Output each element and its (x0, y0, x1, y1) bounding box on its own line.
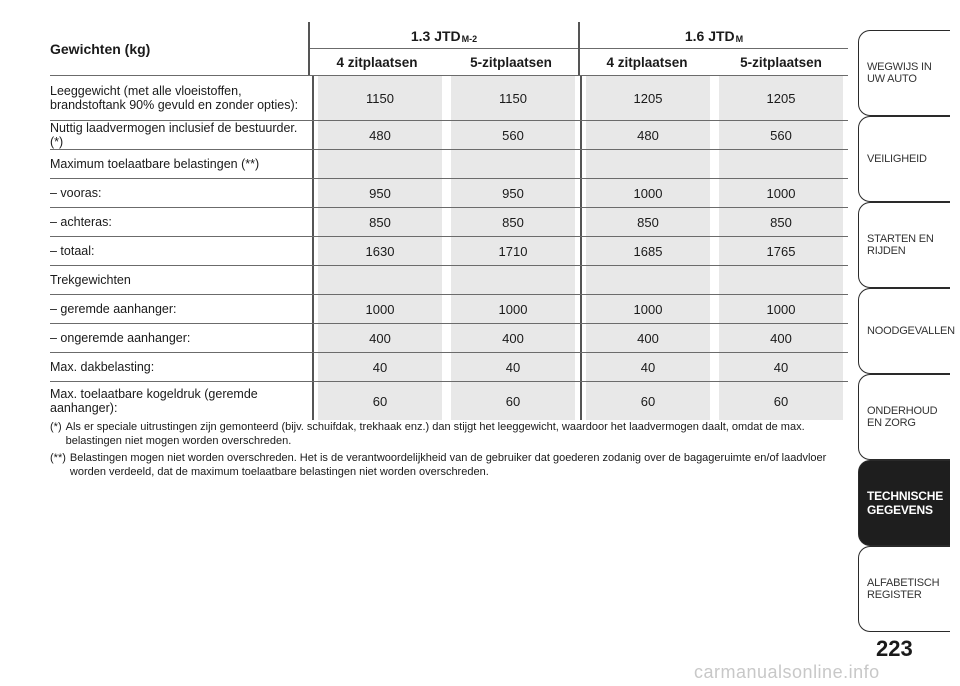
table-row (50, 265, 848, 294)
cell-value (451, 150, 575, 178)
watermark: carmanualsonline.info (694, 662, 880, 682)
group-title-1 (310, 22, 578, 48)
table-cell (446, 76, 580, 120)
table-cell (714, 237, 848, 265)
table-cell (312, 208, 446, 236)
group-sub-1: M-2 (461, 34, 478, 44)
cell-value: 40 (318, 353, 442, 381)
cell-value (719, 150, 843, 178)
cell-value: 850 (451, 208, 575, 236)
table-cell (446, 353, 580, 381)
table-cell (580, 121, 714, 149)
table-cell (312, 324, 446, 352)
table-cell (580, 237, 714, 265)
cell-value: 1710 (451, 237, 575, 265)
table-cell (446, 237, 580, 265)
cell-value: 1000 (586, 295, 710, 323)
cell-value: 1205 (719, 76, 843, 120)
column-header: 4 zitplaatsen (336, 54, 418, 70)
group-title-2 (580, 22, 848, 48)
cell-value: 1765 (719, 237, 843, 265)
cell-value: 400 (719, 324, 843, 352)
cell-value: 60 (318, 382, 442, 420)
tab-chapter[interactable] (858, 460, 950, 546)
cell-value: 1000 (586, 179, 710, 207)
cell-value: 1150 (318, 76, 442, 120)
row-label: Leeggewicht (met alle vloeistoffen, brandstoftank 90% gevuld en zonder opties): (50, 84, 299, 112)
table-cell (714, 324, 848, 352)
cell-value: 60 (451, 382, 575, 420)
table-body (50, 75, 848, 420)
table-row (50, 294, 848, 323)
group-header-2 (578, 22, 848, 75)
table-cell (312, 295, 446, 323)
table-cell (714, 76, 848, 120)
row-label: Max. dakbelasting: (50, 360, 155, 374)
weights-table (50, 22, 848, 420)
tab-label: ONDERHOUD EN ZORG (867, 405, 938, 429)
table-cell (312, 382, 446, 420)
footnote-1 (50, 420, 850, 448)
table-row (50, 207, 848, 236)
row-label: Max. toelaatbare kogeldruk (geremde aanhanger): (50, 387, 258, 415)
cell-value: 400 (451, 324, 575, 352)
table-cell (714, 208, 848, 236)
tab-label: NOODGEVALLEN (867, 325, 955, 337)
page-number: 223 (876, 636, 913, 661)
row-label: – achteras: (50, 215, 112, 229)
cell-value: 1000 (451, 295, 575, 323)
table-cell (446, 295, 580, 323)
footnote-text: Als er speciale uitrustingen zijn gemonteerd (bijv. schuifdak, trekhaak enz.) dan stijgt het leeggewicht, waardoor het laadvermogen daalt, omdat de max. belastingen niet mogen worden overschreden. (65, 421, 805, 447)
tab-label: VEILIGHEID (867, 153, 927, 165)
row-label: – vooras: (50, 186, 102, 200)
table-cell (446, 266, 580, 294)
cell-value (719, 266, 843, 294)
table-cell (446, 324, 580, 352)
tab-chapter[interactable] (858, 202, 950, 288)
table-cell (312, 237, 446, 265)
table-cell (580, 324, 714, 352)
table-row (50, 352, 848, 381)
table-row (50, 236, 848, 265)
table-row (50, 120, 848, 149)
group-sub-2: M (735, 34, 744, 44)
footnotes (50, 420, 850, 482)
cell-value: 400 (586, 324, 710, 352)
footnote-mark: (**) (50, 452, 66, 464)
footnote-2 (50, 451, 850, 479)
cell-value: 480 (586, 121, 710, 149)
cell-value (318, 266, 442, 294)
cell-value: 950 (451, 179, 575, 207)
table-cell (580, 150, 714, 178)
table-cell (714, 295, 848, 323)
tab-chapter[interactable] (858, 288, 955, 374)
table-cell (312, 121, 446, 149)
cell-value: 60 (586, 382, 710, 420)
column-header: 5-zitplaatsen (470, 54, 552, 70)
table-cell (714, 266, 848, 294)
cell-value: 60 (719, 382, 843, 420)
table-cell (580, 295, 714, 323)
cell-value (451, 266, 575, 294)
cell-value: 850 (719, 208, 843, 236)
table-cell (580, 76, 714, 120)
row-label: – totaal: (50, 244, 95, 258)
table-cell (446, 382, 580, 420)
cell-value: 40 (586, 353, 710, 381)
table-cell (312, 266, 446, 294)
table-cell (714, 121, 848, 149)
footnote-text: Belastingen mogen niet worden overschreden. Het is de verantwoordelijkheid van de gebruiker dat goederen zodanig over de bagageruimte en/of laadvloer worden verdeeld, dat de maximum toelaatbare belastingen niet worden overschreden. (69, 452, 827, 478)
column-header: 5-zitplaatsen (740, 54, 822, 70)
table-cell (580, 382, 714, 420)
cell-value: 1000 (318, 295, 442, 323)
cell-value: 560 (451, 121, 575, 149)
cell-value: 1685 (586, 237, 710, 265)
cell-value: 1000 (719, 295, 843, 323)
row-label: – geremde aanhanger: (50, 302, 177, 316)
table-cell (580, 353, 714, 381)
cell-value: 480 (318, 121, 442, 149)
tab-label: TECHNISCHE GEGEVENS (867, 489, 944, 517)
group-name-1: 1.3 JTD (410, 28, 461, 44)
table-header (50, 22, 848, 75)
group-columns-2 (580, 48, 848, 75)
tab-chapter[interactable] (858, 116, 950, 202)
table-cell (580, 208, 714, 236)
table-cell (714, 353, 848, 381)
group-header-1 (308, 22, 578, 75)
table-cell (714, 179, 848, 207)
footnote-mark: (*) (50, 421, 62, 433)
table-cell (312, 150, 446, 178)
cell-value: 850 (586, 208, 710, 236)
cell-value: 1630 (318, 237, 442, 265)
table-row (50, 381, 848, 420)
row-label: Trekgewichten (50, 273, 131, 287)
table-cell (312, 179, 446, 207)
table-cell (714, 150, 848, 178)
column-header: 4 zitplaatsen (606, 54, 688, 70)
cell-value: 560 (719, 121, 843, 149)
row-label: – ongeremde aanhanger: (50, 331, 191, 345)
table-row (50, 323, 848, 352)
cell-value (318, 150, 442, 178)
table-cell (312, 76, 446, 120)
table-row (50, 178, 848, 207)
table-cell (446, 150, 580, 178)
cell-value (586, 266, 710, 294)
cell-value: 40 (451, 353, 575, 381)
tab-chapter[interactable] (858, 374, 950, 460)
cell-value: 1000 (719, 179, 843, 207)
table-cell (312, 353, 446, 381)
table-cell (446, 121, 580, 149)
tab-label: ALFABETISCH REGISTER (867, 577, 940, 601)
group-columns-1 (310, 48, 578, 75)
table-cell (714, 382, 848, 420)
group-name-2: 1.6 JTD (684, 28, 735, 44)
tab-label: WEGWIJS IN UW AUTO (867, 61, 932, 85)
cell-value (586, 150, 710, 178)
cell-value: 40 (719, 353, 843, 381)
table-row (50, 149, 848, 178)
cell-value: 1150 (451, 76, 575, 120)
table-cell (580, 179, 714, 207)
row-label: Maximum toelaatbare belastingen (**) (50, 157, 260, 171)
row-label: Nuttig laadvermogen inclusief de bestuurder.(*) (50, 121, 298, 149)
cell-value: 850 (318, 208, 442, 236)
cell-value: 1205 (586, 76, 710, 120)
table-cell (580, 266, 714, 294)
tab-chapter[interactable] (858, 546, 950, 632)
table-row (50, 75, 848, 120)
tab-chapter[interactable] (858, 30, 950, 116)
tab-label: STARTEN EN RIJDEN (867, 233, 934, 257)
table-cell (446, 179, 580, 207)
cell-value: 950 (318, 179, 442, 207)
table-cell (446, 208, 580, 236)
table-corner-label: Gewichten (kg) (50, 40, 151, 57)
chapter-tabs (858, 30, 955, 632)
cell-value: 400 (318, 324, 442, 352)
